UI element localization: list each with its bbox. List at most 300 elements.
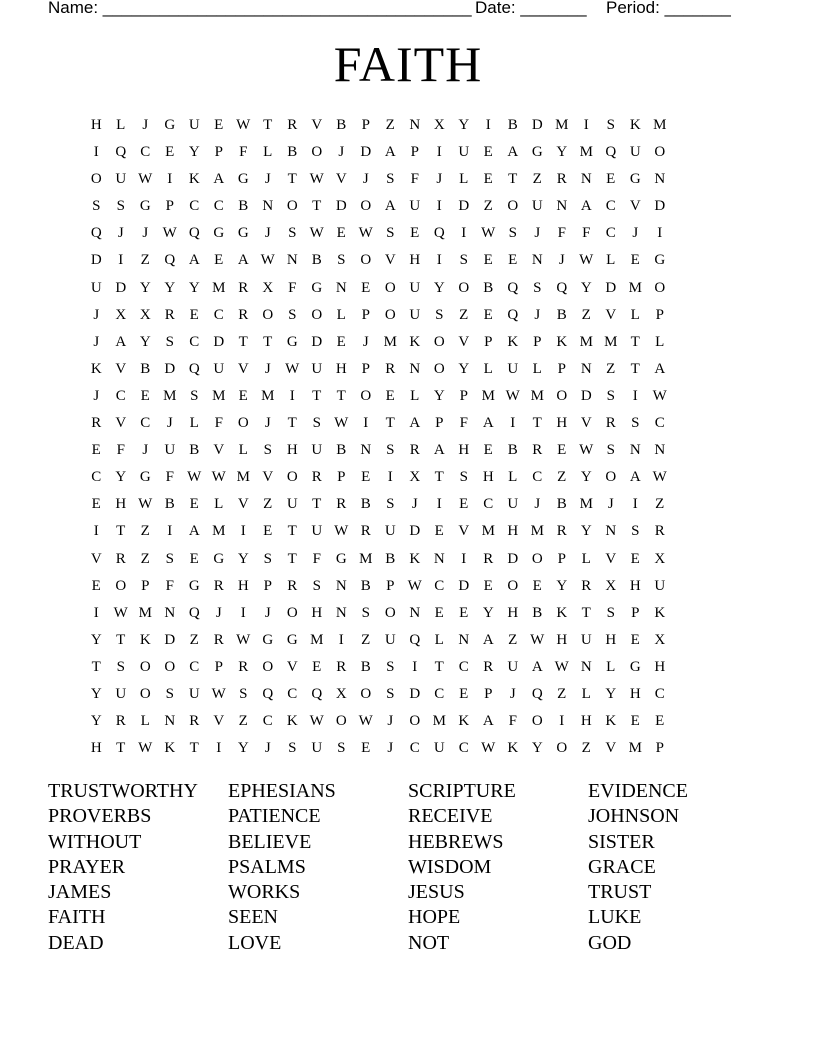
grid-letter[interactable]: H bbox=[335, 360, 347, 377]
grid-letter[interactable]: W bbox=[285, 360, 300, 377]
grid-letter[interactable]: O bbox=[360, 685, 372, 702]
grid-letter[interactable]: R bbox=[605, 415, 616, 432]
grid-letter[interactable]: S bbox=[606, 604, 615, 621]
grid-letter[interactable]: U bbox=[654, 577, 666, 594]
grid-letter[interactable]: T bbox=[116, 631, 126, 648]
grid-letter[interactable]: F bbox=[239, 144, 248, 161]
grid-letter[interactable]: L bbox=[581, 550, 591, 567]
grid-letter[interactable]: C bbox=[262, 713, 273, 730]
grid-letter[interactable]: R bbox=[213, 577, 224, 594]
grid-letter[interactable]: Q bbox=[556, 279, 568, 296]
grid-letter[interactable]: M bbox=[628, 740, 642, 757]
grid-letter[interactable]: V bbox=[605, 740, 617, 757]
grid-letter[interactable]: D bbox=[580, 387, 592, 404]
grid-letter[interactable]: V bbox=[605, 550, 617, 567]
grid-letter[interactable]: D bbox=[531, 117, 543, 133]
grid-letter[interactable]: P bbox=[557, 360, 566, 377]
grid-letter[interactable]: K bbox=[188, 171, 200, 188]
grid-letter[interactable]: C bbox=[483, 496, 494, 513]
grid-letter[interactable]: V bbox=[629, 198, 641, 215]
grid-letter[interactable]: Z bbox=[140, 252, 150, 269]
grid-letter[interactable]: V bbox=[286, 658, 298, 675]
grid-letter[interactable]: H bbox=[311, 604, 323, 621]
grid-letter[interactable]: H bbox=[286, 442, 298, 459]
grid-letter[interactable]: I bbox=[387, 469, 393, 486]
grid-letter[interactable]: T bbox=[532, 415, 542, 432]
grid-letter[interactable]: C bbox=[434, 685, 445, 702]
grid-letter[interactable]: E bbox=[630, 713, 640, 730]
grid-letter[interactable]: Y bbox=[188, 144, 200, 161]
grid-letter[interactable]: M bbox=[138, 604, 152, 621]
grid-letter[interactable]: N bbox=[556, 198, 568, 215]
grid-letter[interactable]: N bbox=[335, 604, 347, 621]
grid-letter[interactable]: I bbox=[363, 415, 369, 432]
grid-letter[interactable]: A bbox=[482, 713, 494, 730]
grid-letter[interactable]: W bbox=[579, 252, 594, 269]
grid-letter[interactable]: C bbox=[605, 198, 616, 215]
grid-letter[interactable]: H bbox=[605, 631, 617, 648]
grid-letter[interactable]: O bbox=[286, 604, 298, 621]
grid-letter[interactable]: F bbox=[557, 225, 566, 242]
grid-letter[interactable]: J bbox=[264, 740, 271, 757]
grid-letter[interactable]: M bbox=[212, 279, 226, 296]
grid-letter[interactable]: E bbox=[91, 442, 101, 459]
grid-letter[interactable]: U bbox=[311, 523, 323, 540]
grid-letter[interactable]: X bbox=[433, 117, 445, 133]
grid-letter[interactable]: G bbox=[213, 550, 225, 567]
grid-letter[interactable]: Y bbox=[90, 685, 102, 702]
grid-letter[interactable]: Q bbox=[605, 144, 617, 161]
grid-letter[interactable]: T bbox=[263, 333, 273, 350]
grid-letter[interactable]: D bbox=[360, 144, 372, 161]
grid-letter[interactable]: I bbox=[436, 496, 442, 513]
grid-letter[interactable]: Z bbox=[532, 171, 542, 188]
grid-letter[interactable]: G bbox=[237, 171, 249, 188]
grid-letter[interactable]: O bbox=[311, 306, 323, 323]
grid-letter[interactable]: E bbox=[361, 279, 371, 296]
grid-letter[interactable]: X bbox=[262, 279, 274, 296]
grid-letter[interactable]: C bbox=[140, 144, 151, 161]
grid-letter[interactable]: S bbox=[361, 604, 370, 621]
grid-letter[interactable]: T bbox=[116, 740, 126, 757]
grid-letter[interactable]: D bbox=[164, 360, 176, 377]
grid-letter[interactable]: S bbox=[631, 523, 640, 540]
grid-letter[interactable]: O bbox=[409, 713, 421, 730]
grid-letter[interactable]: S bbox=[263, 442, 272, 459]
grid-letter[interactable]: U bbox=[115, 171, 127, 188]
grid-letter[interactable]: J bbox=[411, 496, 418, 513]
grid-letter[interactable]: K bbox=[629, 117, 641, 133]
grid-letter[interactable]: N bbox=[360, 442, 372, 459]
grid-letter[interactable]: S bbox=[165, 550, 174, 567]
grid-letter[interactable]: G bbox=[139, 469, 151, 486]
grid-letter[interactable]: J bbox=[436, 171, 443, 188]
grid-letter[interactable]: K bbox=[90, 360, 102, 377]
grid-letter[interactable]: T bbox=[434, 658, 444, 675]
grid-letter[interactable]: V bbox=[384, 252, 396, 269]
grid-letter[interactable]: Y bbox=[605, 685, 617, 702]
grid-letter[interactable]: O bbox=[311, 144, 323, 161]
grid-letter[interactable]: G bbox=[311, 279, 323, 296]
grid-letter[interactable]: R bbox=[189, 713, 200, 730]
grid-letter[interactable]: T bbox=[312, 496, 322, 513]
grid-letter[interactable]: K bbox=[507, 333, 519, 350]
grid-letter[interactable]: S bbox=[386, 658, 395, 675]
grid-letter[interactable]: P bbox=[165, 198, 174, 215]
grid-letter[interactable]: Z bbox=[385, 117, 395, 133]
grid-letter[interactable]: R bbox=[483, 550, 494, 567]
grid-letter[interactable]: M bbox=[261, 387, 275, 404]
grid-letter[interactable]: T bbox=[287, 550, 297, 567]
grid-letter[interactable]: U bbox=[286, 496, 298, 513]
grid-letter[interactable]: J bbox=[215, 604, 222, 621]
grid-letter[interactable]: B bbox=[507, 442, 518, 459]
grid-letter[interactable]: S bbox=[459, 469, 468, 486]
grid-letter[interactable]: E bbox=[630, 550, 640, 567]
grid-letter[interactable]: I bbox=[436, 144, 442, 161]
grid-letter[interactable]: S bbox=[165, 333, 174, 350]
grid-letter[interactable]: W bbox=[187, 469, 202, 486]
grid-letter[interactable]: P bbox=[655, 740, 664, 757]
grid-letter[interactable]: P bbox=[435, 415, 444, 432]
grid-letter[interactable]: B bbox=[360, 496, 371, 513]
grid-letter[interactable]: J bbox=[558, 252, 565, 269]
grid-letter[interactable]: F bbox=[116, 442, 125, 459]
grid-letter[interactable]: J bbox=[264, 415, 271, 432]
grid-letter[interactable]: G bbox=[213, 225, 225, 242]
grid-letter[interactable]: N bbox=[580, 171, 592, 188]
grid-letter[interactable]: I bbox=[167, 523, 173, 540]
grid-letter[interactable]: V bbox=[335, 171, 347, 188]
grid-letter[interactable]: I bbox=[510, 415, 516, 432]
grid-letter[interactable]: O bbox=[115, 577, 127, 594]
grid-letter[interactable]: W bbox=[236, 631, 251, 648]
grid-letter[interactable]: O bbox=[139, 658, 151, 675]
grid-letter[interactable]: L bbox=[238, 442, 248, 459]
grid-letter[interactable]: H bbox=[90, 117, 102, 133]
grid-letter[interactable]: O bbox=[531, 550, 543, 567]
grid-letter[interactable]: Y bbox=[482, 604, 494, 621]
grid-letter[interactable]: J bbox=[142, 117, 149, 133]
grid-letter[interactable]: H bbox=[482, 469, 494, 486]
grid-letter[interactable]: C bbox=[654, 415, 665, 432]
grid-letter[interactable]: J bbox=[362, 171, 369, 188]
grid-letter[interactable]: L bbox=[508, 469, 518, 486]
grid-letter[interactable]: K bbox=[164, 740, 176, 757]
grid-letter[interactable]: W bbox=[407, 577, 422, 594]
grid-letter[interactable]: G bbox=[286, 333, 298, 350]
grid-letter[interactable]: O bbox=[360, 252, 372, 269]
grid-letter[interactable]: H bbox=[115, 496, 127, 513]
grid-letter[interactable]: X bbox=[654, 631, 666, 648]
grid-letter[interactable]: L bbox=[655, 333, 665, 350]
grid-letter[interactable]: E bbox=[483, 442, 493, 459]
grid-letter[interactable]: S bbox=[92, 198, 101, 215]
grid-letter[interactable]: S bbox=[239, 685, 248, 702]
grid-letter[interactable]: W bbox=[334, 523, 349, 540]
grid-letter[interactable]: L bbox=[459, 171, 469, 188]
grid-letter[interactable]: C bbox=[532, 469, 543, 486]
grid-letter[interactable]: F bbox=[165, 577, 174, 594]
grid-letter[interactable]: J bbox=[509, 685, 516, 702]
grid-letter[interactable]: B bbox=[385, 550, 396, 567]
grid-letter[interactable]: P bbox=[361, 117, 370, 133]
grid-letter[interactable]: Q bbox=[311, 685, 323, 702]
grid-letter[interactable]: L bbox=[532, 360, 542, 377]
grid-letter[interactable]: B bbox=[189, 442, 200, 459]
grid-letter[interactable]: C bbox=[189, 198, 200, 215]
grid-letter[interactable]: N bbox=[629, 442, 641, 459]
grid-letter[interactable]: R bbox=[409, 442, 420, 459]
grid-letter[interactable]: E bbox=[336, 225, 346, 242]
grid-letter[interactable]: C bbox=[287, 685, 298, 702]
grid-letter[interactable]: Y bbox=[531, 740, 543, 757]
grid-letter[interactable]: C bbox=[458, 740, 469, 757]
grid-letter[interactable]: J bbox=[166, 415, 173, 432]
grid-letter[interactable]: O bbox=[262, 306, 274, 323]
grid-letter[interactable]: F bbox=[508, 713, 517, 730]
grid-letter[interactable]: U bbox=[531, 198, 543, 215]
grid-letter[interactable]: Z bbox=[459, 306, 469, 323]
grid-letter[interactable]: Z bbox=[263, 496, 273, 513]
grid-letter[interactable]: H bbox=[507, 604, 519, 621]
grid-letter[interactable]: V bbox=[115, 360, 127, 377]
grid-letter[interactable]: M bbox=[163, 387, 177, 404]
grid-letter[interactable]: B bbox=[164, 496, 175, 513]
grid-letter[interactable]: K bbox=[556, 333, 568, 350]
grid-letter[interactable]: A bbox=[213, 171, 225, 188]
grid-letter[interactable]: M bbox=[530, 387, 544, 404]
grid-letter[interactable]: Y bbox=[90, 631, 102, 648]
grid-letter[interactable]: S bbox=[606, 117, 615, 133]
grid-letter[interactable]: O bbox=[286, 198, 298, 215]
grid-letter[interactable]: I bbox=[338, 631, 344, 648]
grid-letter[interactable]: J bbox=[142, 442, 149, 459]
grid-letter[interactable]: N bbox=[458, 631, 470, 648]
grid-letter[interactable]: E bbox=[189, 550, 199, 567]
grid-letter[interactable]: A bbox=[188, 252, 200, 269]
grid-letter[interactable]: B bbox=[360, 577, 371, 594]
grid-letter[interactable]: D bbox=[409, 685, 421, 702]
grid-letter[interactable]: G bbox=[188, 577, 200, 594]
grid-letter[interactable]: E bbox=[483, 252, 493, 269]
grid-letter[interactable]: A bbox=[580, 198, 592, 215]
grid-letter[interactable]: D bbox=[458, 198, 470, 215]
grid-letter[interactable]: V bbox=[213, 713, 225, 730]
grid-letter[interactable]: E bbox=[214, 252, 224, 269]
grid-letter[interactable]: H bbox=[654, 658, 666, 675]
grid-letter[interactable]: K bbox=[556, 604, 568, 621]
grid-letter[interactable]: K bbox=[409, 550, 421, 567]
grid-letter[interactable]: W bbox=[236, 117, 251, 133]
grid-letter[interactable]: T bbox=[385, 415, 395, 432]
grid-letter[interactable]: N bbox=[262, 198, 274, 215]
grid-letter[interactable]: B bbox=[336, 117, 347, 133]
grid-letter[interactable]: I bbox=[216, 740, 222, 757]
grid-letter[interactable]: S bbox=[459, 252, 468, 269]
grid-letter[interactable]: J bbox=[264, 604, 271, 621]
grid-letter[interactable]: I bbox=[583, 117, 589, 133]
grid-letter[interactable]: J bbox=[93, 333, 100, 350]
grid-letter[interactable]: P bbox=[484, 685, 493, 702]
grid-letter[interactable]: C bbox=[140, 415, 151, 432]
grid-letter[interactable]: S bbox=[288, 225, 297, 242]
grid-letter[interactable]: Q bbox=[188, 225, 200, 242]
grid-letter[interactable]: O bbox=[507, 198, 519, 215]
grid-letter[interactable]: W bbox=[481, 740, 496, 757]
grid-letter[interactable]: W bbox=[358, 225, 373, 242]
grid-letter[interactable]: E bbox=[189, 306, 199, 323]
grid-letter[interactable]: Y bbox=[237, 740, 249, 757]
grid-letter[interactable]: N bbox=[433, 550, 445, 567]
grid-letter[interactable]: C bbox=[213, 198, 224, 215]
grid-letter[interactable]: U bbox=[311, 360, 323, 377]
grid-letter[interactable]: V bbox=[458, 333, 470, 350]
grid-letter[interactable]: S bbox=[386, 171, 395, 188]
grid-letter[interactable]: J bbox=[387, 713, 394, 730]
grid-letter[interactable]: N bbox=[164, 604, 176, 621]
grid-letter[interactable]: E bbox=[434, 523, 444, 540]
grid-letter[interactable]: A bbox=[384, 198, 396, 215]
grid-letter[interactable]: O bbox=[433, 360, 445, 377]
grid-letter[interactable]: S bbox=[116, 658, 125, 675]
grid-letter[interactable]: O bbox=[654, 144, 666, 161]
grid-letter[interactable]: E bbox=[336, 333, 346, 350]
grid-letter[interactable]: Z bbox=[189, 631, 199, 648]
grid-letter[interactable]: I bbox=[289, 387, 295, 404]
grid-letter[interactable]: B bbox=[556, 306, 567, 323]
grid-letter[interactable]: T bbox=[189, 740, 199, 757]
grid-letter[interactable]: R bbox=[336, 496, 347, 513]
grid-letter[interactable]: A bbox=[482, 631, 494, 648]
grid-letter[interactable]: S bbox=[263, 550, 272, 567]
grid-letter[interactable]: I bbox=[118, 252, 124, 269]
name-field[interactable]: Name: _______________________________________ bbox=[48, 0, 472, 17]
grid-letter[interactable]: N bbox=[531, 252, 543, 269]
grid-letter[interactable]: R bbox=[238, 306, 249, 323]
grid-letter[interactable]: T bbox=[312, 198, 322, 215]
grid-letter[interactable]: H bbox=[237, 577, 249, 594]
grid-letter[interactable]: E bbox=[91, 577, 101, 594]
grid-letter[interactable]: P bbox=[337, 469, 346, 486]
grid-letter[interactable]: M bbox=[383, 333, 397, 350]
grid-letter[interactable]: E bbox=[655, 713, 665, 730]
grid-letter[interactable]: E bbox=[91, 496, 101, 513]
grid-letter[interactable]: Q bbox=[433, 225, 445, 242]
grid-letter[interactable]: S bbox=[386, 685, 395, 702]
grid-letter[interactable]: G bbox=[531, 144, 543, 161]
grid-letter[interactable]: S bbox=[533, 279, 542, 296]
grid-letter[interactable]: I bbox=[632, 387, 638, 404]
grid-letter[interactable]: C bbox=[434, 577, 445, 594]
grid-letter[interactable]: W bbox=[309, 171, 324, 188]
grid-letter[interactable]: U bbox=[188, 117, 200, 133]
grid-letter[interactable]: Y bbox=[164, 279, 176, 296]
grid-letter[interactable]: D bbox=[213, 333, 225, 350]
grid-letter[interactable]: N bbox=[335, 577, 347, 594]
grid-letter[interactable]: G bbox=[286, 631, 298, 648]
grid-letter[interactable]: E bbox=[459, 685, 469, 702]
grid-letter[interactable]: K bbox=[507, 740, 519, 757]
grid-letter[interactable]: G bbox=[262, 631, 274, 648]
grid-letter[interactable]: O bbox=[90, 171, 102, 188]
grid-letter[interactable]: B bbox=[532, 604, 543, 621]
grid-letter[interactable]: K bbox=[654, 604, 666, 621]
grid-letter[interactable]: S bbox=[165, 685, 174, 702]
grid-letter[interactable]: N bbox=[654, 171, 666, 188]
grid-letter[interactable]: X bbox=[654, 550, 666, 567]
grid-letter[interactable]: J bbox=[362, 333, 369, 350]
grid-letter[interactable]: M bbox=[310, 631, 324, 648]
grid-letter[interactable]: U bbox=[507, 496, 519, 513]
grid-letter[interactable]: M bbox=[481, 387, 495, 404]
grid-letter[interactable]: J bbox=[117, 225, 124, 242]
grid-letter[interactable]: U bbox=[409, 198, 421, 215]
grid-letter[interactable]: V bbox=[262, 469, 274, 486]
grid-letter[interactable]: Y bbox=[556, 577, 568, 594]
date-field[interactable]: Date: _______ bbox=[475, 0, 587, 17]
grid-letter[interactable]: S bbox=[631, 415, 640, 432]
grid-letter[interactable]: E bbox=[630, 252, 640, 269]
grid-letter[interactable]: H bbox=[629, 685, 641, 702]
grid-letter[interactable]: S bbox=[288, 306, 297, 323]
grid-letter[interactable]: H bbox=[507, 523, 519, 540]
grid-letter[interactable]: N bbox=[409, 604, 421, 621]
period-field[interactable]: Period: _______ bbox=[606, 0, 731, 17]
grid-letter[interactable]: U bbox=[213, 360, 225, 377]
grid-letter[interactable]: O bbox=[384, 306, 396, 323]
grid-letter[interactable]: M bbox=[579, 496, 593, 513]
grid-letter[interactable]: W bbox=[138, 171, 153, 188]
grid-letter[interactable]: W bbox=[481, 225, 496, 242]
grid-letter[interactable]: F bbox=[459, 415, 468, 432]
grid-letter[interactable]: O bbox=[262, 658, 274, 675]
grid-letter[interactable]: E bbox=[263, 523, 273, 540]
grid-letter[interactable]: D bbox=[90, 252, 102, 269]
grid-letter[interactable]: C bbox=[115, 387, 126, 404]
grid-letter[interactable]: Y bbox=[458, 360, 470, 377]
grid-letter[interactable]: U bbox=[311, 740, 323, 757]
grid-letter[interactable]: F bbox=[288, 279, 297, 296]
grid-letter[interactable]: L bbox=[606, 252, 616, 269]
grid-letter[interactable]: F bbox=[410, 171, 419, 188]
grid-letter[interactable]: E bbox=[140, 387, 150, 404]
grid-letter[interactable]: E bbox=[238, 387, 248, 404]
grid-letter[interactable]: T bbox=[91, 658, 101, 675]
grid-letter[interactable]: P bbox=[263, 577, 272, 594]
grid-letter[interactable]: T bbox=[630, 360, 640, 377]
grid-letter[interactable]: P bbox=[214, 658, 223, 675]
grid-letter[interactable]: A bbox=[188, 523, 200, 540]
grid-letter[interactable]: P bbox=[214, 144, 223, 161]
grid-letter[interactable]: T bbox=[116, 523, 126, 540]
grid-letter[interactable]: E bbox=[165, 144, 175, 161]
grid-letter[interactable]: L bbox=[434, 631, 444, 648]
grid-letter[interactable]: X bbox=[335, 685, 347, 702]
grid-letter[interactable]: V bbox=[237, 360, 249, 377]
grid-letter[interactable]: N bbox=[605, 523, 617, 540]
grid-letter[interactable]: M bbox=[604, 333, 618, 350]
grid-letter[interactable]: O bbox=[605, 469, 617, 486]
grid-letter[interactable]: R bbox=[483, 658, 494, 675]
grid-letter[interactable]: P bbox=[631, 604, 640, 621]
grid-letter[interactable]: X bbox=[115, 306, 127, 323]
grid-letter[interactable]: R bbox=[360, 523, 371, 540]
grid-letter[interactable]: Z bbox=[140, 523, 150, 540]
grid-letter[interactable]: T bbox=[434, 469, 444, 486]
grid-letter[interactable]: P bbox=[361, 360, 370, 377]
grid-letter[interactable]: Z bbox=[581, 740, 591, 757]
